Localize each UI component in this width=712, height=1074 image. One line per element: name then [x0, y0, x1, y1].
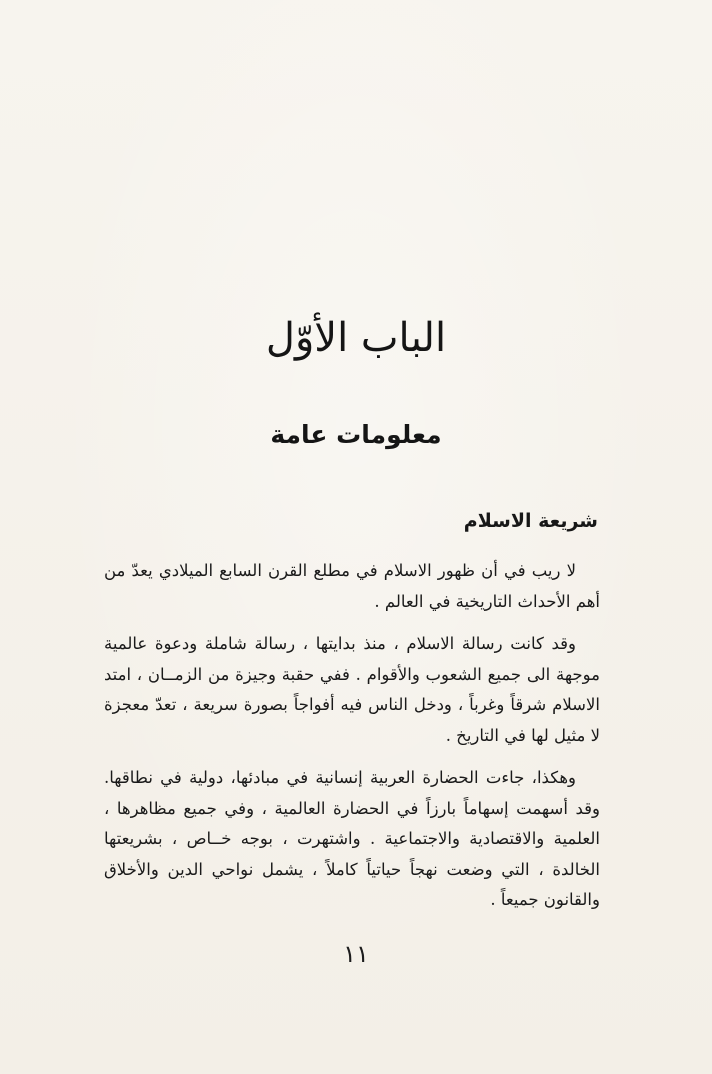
subsection-title: شريعة الاسلام: [463, 510, 598, 532]
paragraph: وقد كانت رسالة الاسلام ، منذ بدايتها ، رسالة شاملة ودعوة عالمية موجهة الى جميع الشعوب والأقوام . ففي حقبة وجيزة من الزمــان ، امتد الاسلام شرقاً وغرباً ، ودخل الناس فيه أفواجاً بصورة سريعة ، تعدّ معجزة لا مثيل لها في التاريخ .: [104, 634, 600, 745]
chapter-title: الباب الأوّل: [265, 315, 447, 361]
section-title: معلومات عامة: [270, 420, 442, 449]
paragraph: وهكذا، جاءت الحضارة العربية إنسانية في مبادئها، دولية في نطاقها. وقد أسهمت إسهاماً بارزاً في الحضارة العالمية ، وفي جميع مظاهرها ، العلمية والاقتصادية والاجتماعية . واشتهرت ، بوجه خــاص ، بشريعتها الخالدة ، التي وضعت نهجاً حياتياً كاملاً ، يشمل نواحي الدين والأخلاق والقانون جميعاً .: [104, 768, 600, 909]
paragraph: لا ريب في أن ظهور الاسلام في مطلع القرن السابع الميلادي يعدّ من أهم الأحداث التاريخية في العالم .: [104, 561, 600, 611]
body-text: [104, 556, 600, 928]
page-number: ١١: [343, 940, 369, 968]
